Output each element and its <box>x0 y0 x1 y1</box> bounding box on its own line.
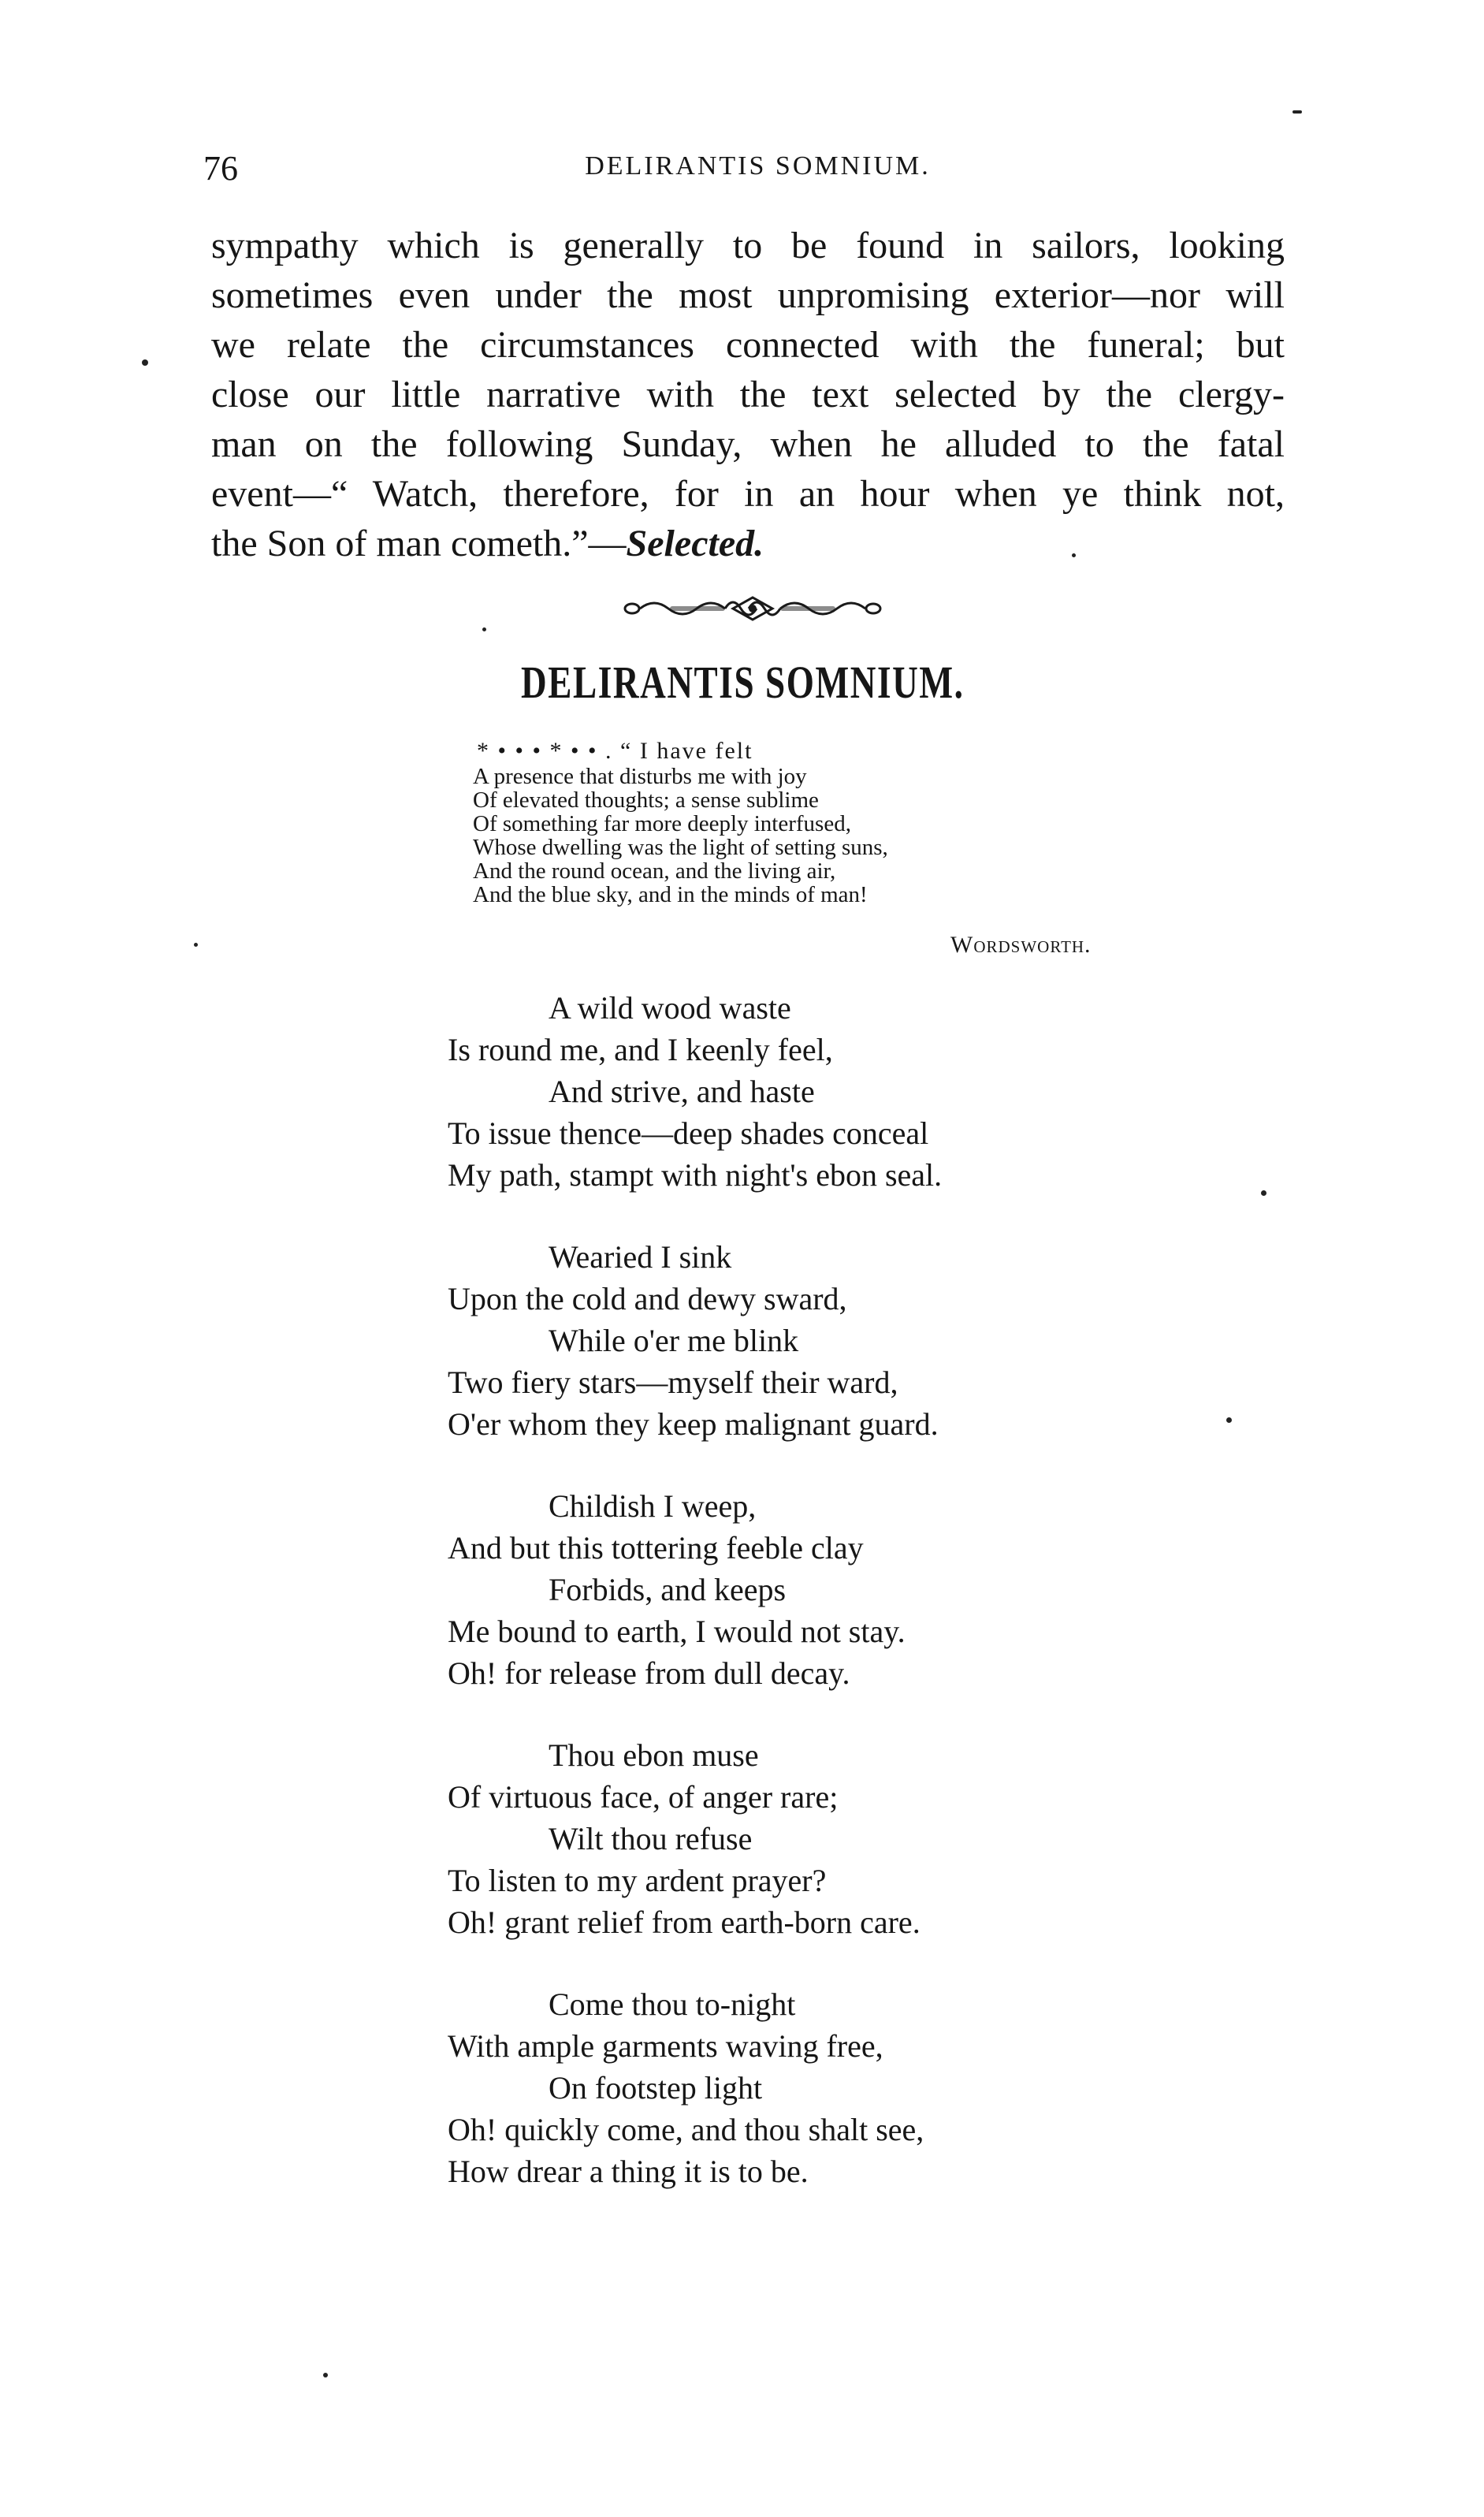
verse-line: Oh! grant relief from earth-born care. <box>448 1905 921 1940</box>
verse-line: Is round me, and I keenly feel, <box>448 1032 833 1067</box>
verse-line: On footstep light <box>549 2070 763 2106</box>
verse-line: Forbids, and keeps <box>549 1572 787 1607</box>
verse-line: A wild wood waste <box>549 990 791 1026</box>
prose-text: the Son of man cometh.”— <box>211 523 627 564</box>
verse-line: How drear a thing it is to be. <box>448 2154 809 2189</box>
epigraph-line: Of elevated thoughts; a sense sublime <box>473 787 819 813</box>
epigraph-line: And the round ocean, and the living air, <box>473 858 836 884</box>
epigraph-line: A presence that disturbs me with joy <box>473 764 807 789</box>
verse-line: Two fiery stars—myself their ward, <box>448 1365 898 1400</box>
scan-speck <box>1292 110 1302 114</box>
verse-line: My path, stampt with night's ebon seal. <box>448 1157 943 1193</box>
epigraph-attribution: Wordsworth. <box>950 932 1092 958</box>
verse-line: Oh! quickly come, and thou shalt see, <box>448 2112 924 2147</box>
scan-speck <box>1261 1190 1266 1196</box>
prose-line: sometimes even under the most unpromising exterior—nor will <box>211 274 1285 316</box>
epigraph-line: Of something far more deeply interfused, <box>473 811 851 836</box>
epigraph-opening: * • • • * • • . “ I have felt <box>477 738 753 764</box>
verse-line: Wilt thou refuse <box>549 1821 753 1856</box>
prose-line: event—“ Watch, therefore, for in an hour when ye think not, <box>211 473 1285 515</box>
ornament-divider-icon <box>623 593 883 624</box>
prose-line: sympathy which is generally to be found in sailors, looking <box>211 225 1285 266</box>
verse-line: And but this tottering feeble clay <box>448 1530 864 1566</box>
prose-line: man on the following Sunday, when he alluded to the fatal <box>211 423 1285 465</box>
verse-line: Childish I weep, <box>549 1488 757 1524</box>
epigraph-line: Whose dwelling was the light of setting suns, <box>473 835 888 860</box>
running-title: DELIRANTIS SOMNIUM. <box>585 151 931 181</box>
prose-line: we relate the circumstances connected with the funeral; but <box>211 324 1285 366</box>
prose-line <box>211 520 1285 568</box>
verse-line: Thou ebon muse <box>549 1737 759 1773</box>
source-credit: Selected. <box>626 523 764 564</box>
prose-line: close our little narrative with the text selected by the clergy- <box>211 374 1285 415</box>
verse-line: Oh! for release from dull decay. <box>448 1655 850 1691</box>
verse-line: And strive, and haste <box>549 1074 815 1109</box>
scan-speck <box>1072 553 1076 557</box>
scan-speck <box>194 943 198 947</box>
epigraph-line: And the blue sky, and in the minds of man! <box>473 882 868 907</box>
page-number: 76 <box>203 149 238 188</box>
scan-speck <box>1226 1417 1232 1423</box>
verse-line: To listen to my ardent prayer? <box>448 1863 827 1898</box>
verse-line: With ample garments waving free, <box>448 2028 883 2064</box>
verse-line: Wearied I sink <box>549 1239 732 1275</box>
poem-title: DELIRANTIS SOMNIUM. <box>520 657 965 708</box>
verse-line: While o'er me blink <box>549 1323 799 1358</box>
verse-line: O'er whom they keep malignant guard. <box>448 1406 939 1442</box>
scan-speck <box>323 2373 328 2377</box>
verse-line: To issue thence—deep shades conceal <box>448 1115 929 1151</box>
scan-speck <box>142 359 148 366</box>
scan-speck <box>482 627 486 631</box>
verse-line: Upon the cold and dewy sward, <box>448 1281 847 1316</box>
verse-line: Of virtuous face, of anger rare; <box>448 1779 839 1815</box>
verse-line: Me bound to earth, I would not stay. <box>448 1614 906 1649</box>
verse-line: Come thou to-night <box>549 1986 796 2022</box>
